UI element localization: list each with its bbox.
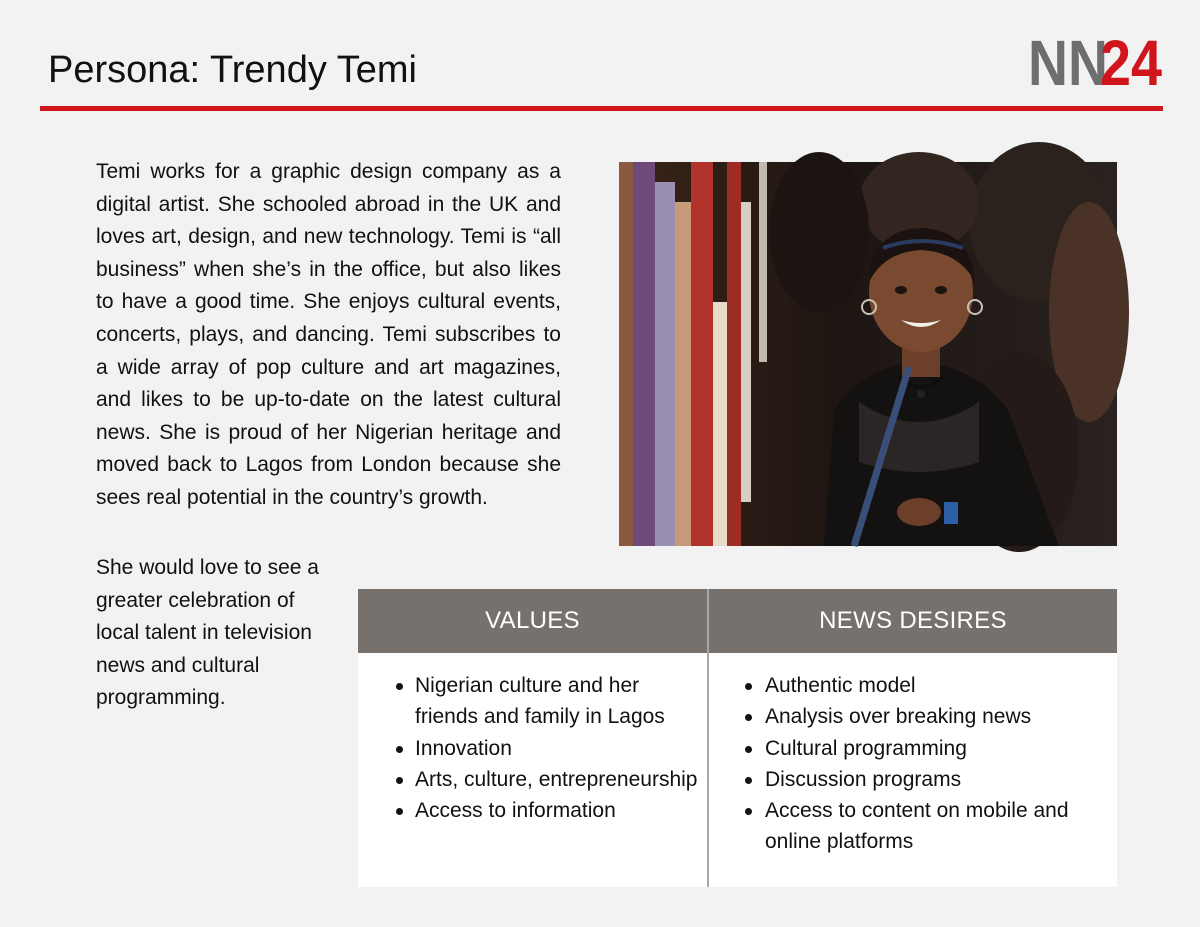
list-item: Access to information (358, 795, 707, 826)
news-desires-list (709, 653, 1117, 858)
list-item: Analysis over breaking news (709, 701, 1117, 732)
values-heading: VALUES (358, 589, 707, 653)
logo-text-24: 24 (1100, 27, 1163, 99)
list-item: Innovation (358, 733, 707, 764)
persona-aside: She would love to see a greater celebration of local talent in television news and cultural programming. (96, 556, 319, 710)
persona-table (358, 589, 1117, 887)
news-desires-column (709, 589, 1117, 887)
persona-photo (619, 162, 1117, 546)
persona-bio: Temi works for a graphic design company as a digital artist. She schooled abroad in the UK and loves art, design, and new technology. Temi is “all business” when she’s in the office, but also likes to have a good time. She enjoys cultural events, concerts, plays, and dancing. Temi subscribes to a wide array of pop culture and art magazines, and likes to be up-to-date on the latest cultural news. She is proud of her Nigerian heritage and moved back to Lagos from London because she sees real potential in the country’s growth. (96, 160, 561, 509)
values-list (358, 653, 707, 826)
page-title: Persona: Trendy Temi (48, 49, 417, 91)
values-column (358, 589, 707, 887)
logo-text-nn: NN (1028, 27, 1108, 99)
list-item: Nigerian culture and her friends and family in Lagos (358, 670, 707, 733)
nn24-logo (1028, 27, 1163, 99)
list-item: Cultural programming (709, 733, 1117, 764)
list-item: Authentic model (709, 670, 1117, 701)
list-item: Access to content on mobile and online platforms (709, 795, 1117, 858)
header-divider (40, 106, 1163, 111)
news-desires-heading: NEWS DESIRES (709, 589, 1117, 653)
list-item: Discussion programs (709, 764, 1117, 795)
list-item: Arts, culture, entrepreneurship (358, 764, 707, 795)
